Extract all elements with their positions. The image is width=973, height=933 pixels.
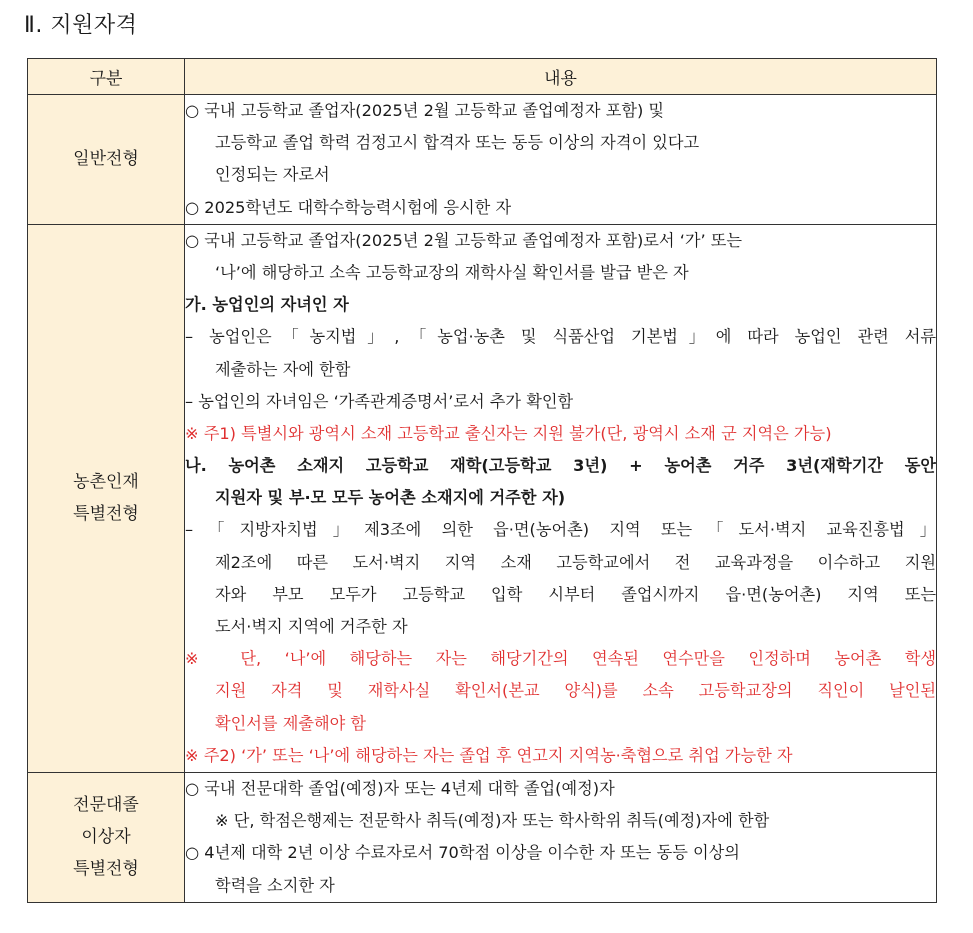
section-title: Ⅱ. 지원자격: [24, 13, 138, 38]
content-line: ○ 4년제 대학 2년 이상 수료자로서 70학점 이상을 이수한 자 또는 동등 이상의: [185, 843, 740, 863]
table-row-general: [28, 95, 937, 225]
content-line: ※ 단, 학점은행제는 전문학사 취득(예정)자 또는 학사학위 취득(예정)자에 한함: [215, 811, 770, 831]
eligibility-table: [27, 58, 937, 903]
category-label: 농촌인재: [73, 472, 139, 493]
content-line: ○ 국내 전문대학 졸업(예정)자 또는 4년제 대학 졸업(예정)자: [185, 778, 615, 798]
note-line: ※ 단, ‘나’에 해당하는 자는 해당기간의 연속된 연수만을 인정하며 농어촌 학생: [185, 649, 936, 669]
note-line: ※ 주2) ‘가’ 또는 ‘나’에 해당하는 자는 졸업 후 연고지 지역농·축협으로 취업 가능한 자: [185, 745, 793, 765]
content-line: – 농업인의 자녀임은 ‘가족관계증명서’로서 추가 확인함: [185, 391, 574, 411]
table-row-college: [28, 772, 937, 902]
content-line: – 농업인은「농지법」,「농업·농촌 및 식품산업 기본법」에 따라 농업인 관련 서류: [185, 327, 936, 347]
content-line: 도서·벽지 지역에 거주한 자: [215, 617, 408, 636]
category-label: 일반전형: [73, 149, 139, 170]
content-line: 제2조에 따른 도서·벽지 지역 소재 고등학교에서 전 교육과정을 이수하고 지원: [215, 552, 936, 572]
category-label: 이상자: [81, 827, 131, 848]
subheading-a: 가. 농업인의 자녀인 자: [185, 295, 349, 315]
note-line: ※ 주1) 특별시와 광역시 소재 고등학교 출신자는 지원 불가(단, 광역시 소재 군 지역은 가능): [185, 423, 832, 443]
content-line: ○ 국내 고등학교 졸업자(2025년 2월 고등학교 졸업예정자 포함) 및: [185, 101, 665, 120]
subheading-b-cont: 지원자 및 부·모 모두 농어촌 소재지에 거주한 자): [215, 488, 566, 508]
category-label: 특별전형: [73, 504, 139, 525]
table-row-rural: [28, 224, 937, 772]
content-rural: [185, 224, 937, 772]
content-line: ‘나’에 해당하고 소속 고등학교장의 재학사실 확인서를 발급 받은 자: [215, 262, 689, 282]
category-label: 전문대졸: [73, 795, 139, 816]
header-content: 내용: [185, 59, 937, 95]
table-header-row: [28, 59, 937, 95]
content-line: ○ 2025학년도 대학수학능력시험에 응시한 자: [185, 197, 512, 217]
category-college: [28, 772, 185, 902]
header-category: 구분: [28, 59, 185, 95]
content-line: ○ 국내 고등학교 졸업자(2025년 2월 고등학교 졸업예정자 포함)로서 ‘가’ 또는: [185, 230, 743, 250]
subheading-b: 나. 농어촌 소재지 고등학교 재학(고등학교 3년) + 농어촌 거주 3년(재학기간 동안: [185, 456, 936, 476]
content-line: 제출하는 자에 한함: [215, 359, 351, 379]
content-college: [185, 772, 937, 902]
content-line: 고등학교 졸업 학력 검정고시 합격자 또는 동등 이상의 자격이 있다고: [215, 133, 700, 153]
content-line: 학력을 소지한 자: [215, 875, 335, 895]
note-line: 확인서를 제출해야 함: [215, 713, 367, 733]
content-line: 자와 부모 모두가 고등학교 입학 시부터 졸업시까지 읍·면(농어촌) 지역 또는: [215, 584, 936, 604]
category-rural: [28, 224, 185, 772]
note-line: 지원 자격 및 재학사실 확인서(본교 양식)를 소속 고등학교장의 직인이 날인된: [215, 681, 936, 701]
category-label: 특별전형: [73, 859, 139, 880]
content-general: [185, 95, 937, 225]
category-general: [28, 95, 185, 225]
content-line: 인정되는 자로서: [215, 165, 330, 185]
content-line: –「지방자치법」제3조에 의한 읍·면(농어촌) 지역 또는「도서·벽지 교육진흥법」: [185, 520, 936, 540]
